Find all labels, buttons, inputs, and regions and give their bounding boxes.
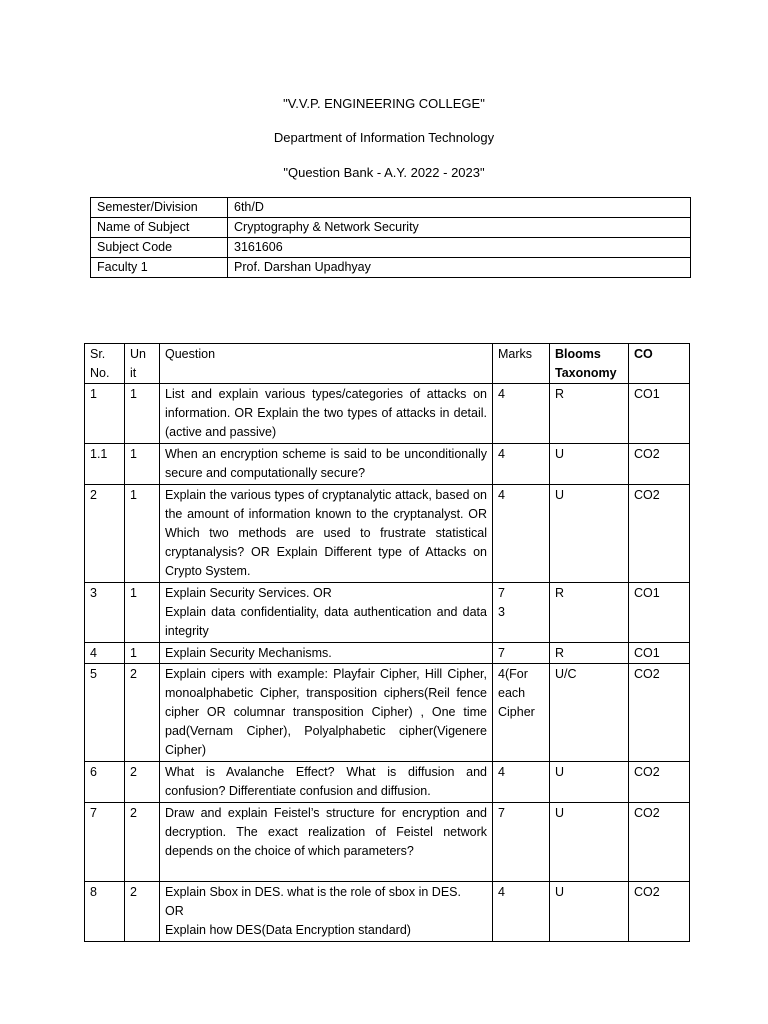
marks-cell: 4 [493,882,550,942]
info-label: Subject Code [91,238,228,258]
unit-cell: 2 [125,762,160,803]
marks-cell: 4 [493,384,550,444]
info-value: Cryptography & Network Security [228,218,691,238]
co-cell: CO2 [629,664,690,762]
department-name: Department of Information Technology [273,130,495,145]
unit-cell: 1 [125,643,160,664]
question-cell: What is Avalanche Effect? What is diffusion and confusion? Differentiate confusion and diffusion. [160,762,493,803]
marks-cell: 4 [493,444,550,485]
col-sr-no: Sr. No. [85,344,125,384]
info-row [91,218,691,238]
unit-cell: 1 [125,444,160,485]
blooms-cell: U [550,485,629,583]
unit-cell: 2 [125,803,160,882]
document-title: "Question Bank - A.Y. 2022 - 2023" [283,165,485,180]
table-row [85,664,690,762]
marks-cell: 7 [493,643,550,664]
table-header-row [85,344,690,384]
info-value: 6th/D [228,198,691,218]
co-cell: CO1 [629,643,690,664]
table-row [85,444,690,485]
blooms-cell: R [550,384,629,444]
co-cell: CO2 [629,762,690,803]
college-name: "V.V.P. ENGINEERING COLLEGE" [283,96,485,111]
question-cell: List and explain various types/categories of attacks on information. OR Explain the two types of attacks in detail. (active and passive) [160,384,493,444]
question-cell: Explain Security Mechanisms. [160,643,493,664]
co-cell: CO2 [629,485,690,583]
sr-no-cell: 2 [85,485,125,583]
unit-cell: 1 [125,384,160,444]
subject-info-table [90,197,691,278]
table-row [85,882,690,942]
sr-no-cell: 6 [85,762,125,803]
info-label: Faculty 1 [91,258,228,278]
co-cell: CO2 [629,444,690,485]
marks-cell: 4(For each Cipher [493,664,550,762]
blooms-cell: U/C [550,664,629,762]
sr-no-cell: 3 [85,583,125,643]
question-cell: Explain cipers with example: Playfair Cipher, Hill Cipher, monoalphabetic Cipher, transposition ciphers(Reil fence cipher OR columnar transposition Cipher) , One time pad(Vernam Cipher), Polyalphabetic cipher(Vigenere Cipher) [160,664,493,762]
unit-cell: 1 [125,485,160,583]
blooms-cell: U [550,803,629,882]
table-row [85,762,690,803]
blooms-cell: R [550,583,629,643]
info-value: Prof. Darshan Upadhyay [228,258,691,278]
co-cell: CO1 [629,583,690,643]
sr-no-cell: 5 [85,664,125,762]
col-co: CO [629,344,690,384]
marks-cell: 4 [493,762,550,803]
table-row [85,384,690,444]
question-cell: Explain Sbox in DES. what is the role of sbox in DES. OR Explain how DES(Data Encryption standard) [160,882,493,942]
info-value: 3161606 [228,238,691,258]
sr-no-cell: 8 [85,882,125,942]
blooms-cell: U [550,762,629,803]
info-label: Semester/Division [91,198,228,218]
unit-cell: 2 [125,882,160,942]
col-unit: Un it [125,344,160,384]
marks-cell: 7 3 [493,583,550,643]
co-cell: CO1 [629,384,690,444]
co-cell: CO2 [629,882,690,942]
question-cell: Explain Security Services. OR Explain data confidentiality, data authentication and data integrity [160,583,493,643]
info-row [91,258,691,278]
unit-cell: 2 [125,664,160,762]
marks-cell: 4 [493,485,550,583]
co-cell: CO2 [629,803,690,882]
blooms-cell: R [550,643,629,664]
blooms-cell: U [550,444,629,485]
table-row [85,803,690,882]
sr-no-cell: 7 [85,803,125,882]
col-blooms-taxonomy: Blooms Taxonomy [550,344,629,384]
table-row [85,485,690,583]
blooms-cell: U [550,882,629,942]
col-question: Question [160,344,493,384]
table-row [85,643,690,664]
info-row [91,238,691,258]
question-bank-table [84,343,690,942]
question-cell: Explain the various types of cryptanalytic attack, based on the amount of information known to the cryptanalyst. OR Which two methods are used to frustrate statistical cryptanalysis? OR Explain Different type of Attacks on Crypto System. [160,485,493,583]
info-row [91,198,691,218]
sr-no-cell: 1 [85,384,125,444]
table-row [85,583,690,643]
col-marks: Marks [493,344,550,384]
sr-no-cell: 1.1 [85,444,125,485]
sr-no-cell: 4 [85,643,125,664]
question-cell: Draw and explain Feistel’s structure for encryption and decryption. The exact realization of Feistel network depends on the choice of which parameters? [160,803,493,882]
question-cell: When an encryption scheme is said to be unconditionally secure and computationally secure? [160,444,493,485]
unit-cell: 1 [125,583,160,643]
info-label: Name of Subject [91,218,228,238]
marks-cell: 7 [493,803,550,882]
